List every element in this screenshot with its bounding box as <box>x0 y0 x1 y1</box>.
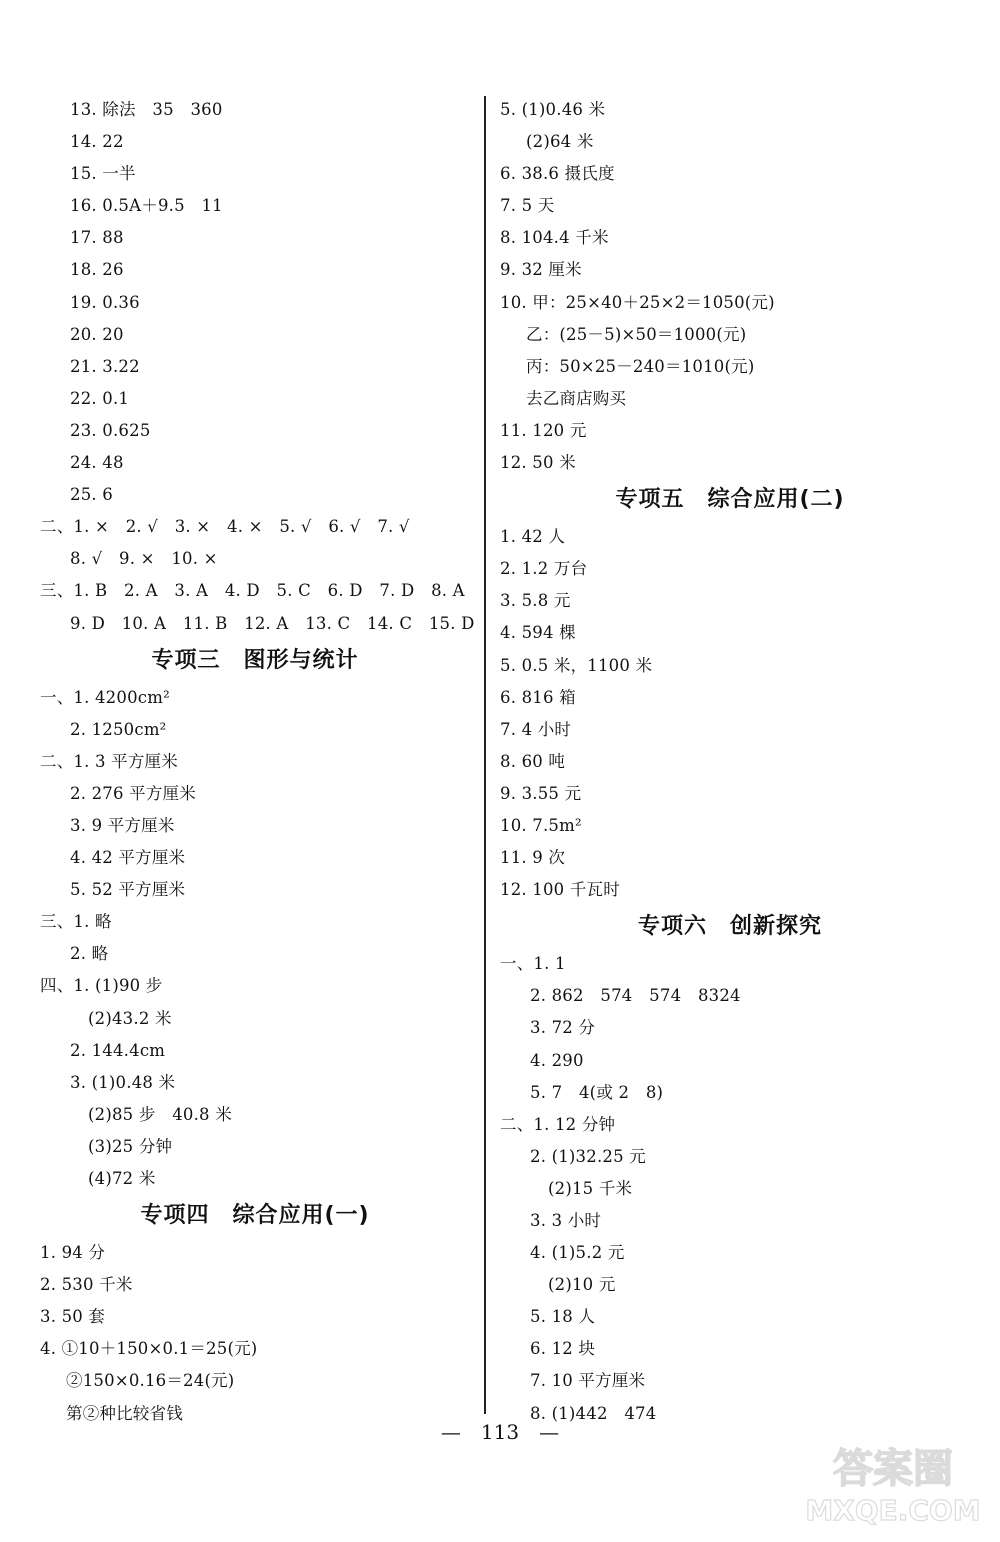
answer-line: 19. 0.36 <box>70 292 140 312</box>
answer-line: 2. 276 平方厘米 <box>70 783 196 803</box>
watermark-logo <box>798 1434 988 1534</box>
answer-line: 4. ①10＋150×0.1＝25(元) <box>40 1339 258 1359</box>
answer-line: 2. 144.4cm <box>70 1040 166 1060</box>
answer-line: 7. 10 平方厘米 <box>530 1371 646 1391</box>
answer-line: 9. 3.55 元 <box>500 783 582 803</box>
answer-line: 三、1. 略 <box>40 912 112 932</box>
page-number: — 113 — <box>440 1420 560 1444</box>
answer-line: 3. 9 平方厘米 <box>70 815 175 835</box>
answer-line: 3. 72 分 <box>530 1018 596 1038</box>
answer-line: ②150×0.16＝24(元) <box>66 1371 235 1391</box>
answer-line: 7. 5 天 <box>500 196 555 216</box>
answer-line: 3. 3 小时 <box>530 1211 602 1230</box>
section-heading: 专项三 图形与统计 <box>151 647 359 673</box>
answer-line: 9. D 10. A 11. B 12. A 13. C 14. C 15. D <box>70 613 475 633</box>
answer-line: 2. 略 <box>70 944 109 964</box>
answer-line: 去乙商店购买 <box>526 388 627 408</box>
answer-line: (2)64 米 <box>526 132 594 152</box>
answer-line: 9. 32 厘米 <box>500 260 582 280</box>
answer-line: 3. 5.8 元 <box>500 591 571 611</box>
answer-line: 1. 94 分 <box>40 1243 106 1263</box>
answer-line: 2. 530 千米 <box>40 1275 133 1295</box>
answer-line: 一、1. 4200cm² <box>40 687 170 707</box>
answer-line: 1. 42 人 <box>500 527 566 547</box>
answer-line: 6. 38.6 摄氏度 <box>500 164 615 184</box>
answer-line: 4. 594 棵 <box>500 623 576 643</box>
answer-line: 13. 除法 35 360 <box>70 100 223 119</box>
left-answer-column <box>40 94 475 1430</box>
answer-line: 4. 42 平方厘米 <box>70 848 186 868</box>
answer-line: (2)85 步 40.8 米 <box>88 1104 232 1124</box>
answer-line: 4. 290 <box>530 1050 584 1070</box>
answer-line: 18. 26 <box>70 260 124 280</box>
answer-line: 3. 50 套 <box>40 1307 106 1327</box>
answer-line: 四、1. (1)90 步 <box>40 976 163 996</box>
answer-line: 10. 7.5m² <box>500 815 582 835</box>
column-divider <box>484 96 486 1414</box>
answer-line: 6. 816 箱 <box>500 687 576 707</box>
answer-line: 17. 88 <box>70 228 124 248</box>
answer-line: 11. 9 次 <box>500 848 566 868</box>
answer-line: (3)25 分钟 <box>88 1136 173 1156</box>
answer-line: 2. 862 574 574 8324 <box>530 986 741 1006</box>
answer-line: 14. 22 <box>70 132 124 152</box>
answer-line: 5. 7 4(或 2 8) <box>530 1082 664 1102</box>
answer-line: 25. 6 <box>70 485 113 505</box>
watermark-top-text: 答案圈 <box>833 1446 953 1492</box>
answer-line: 10. 甲：25×40＋25×2＝1050(元) <box>500 292 775 312</box>
answer-line: 第②种比较省钱 <box>66 1403 183 1423</box>
answer-line: 5. 52 平方厘米 <box>70 880 186 900</box>
answer-line: 5. 0.5 米，1100 米 <box>500 655 653 675</box>
answer-line: 5. 18 人 <box>530 1307 596 1327</box>
answer-line: (2)15 千米 <box>548 1178 633 1198</box>
answer-line: (4)72 米 <box>88 1169 156 1188</box>
answer-line: 21. 3.22 <box>70 356 140 376</box>
answer-line: 23. 0.625 <box>70 420 151 440</box>
answer-line: 乙：(25－5)×50＝1000(元) <box>526 324 747 344</box>
answer-line: 12. 50 米 <box>500 453 576 473</box>
answer-line: 三、1. B 2. A 3. A 4. D 5. C 6. D 7. D 8. A <box>40 581 465 601</box>
answer-line: 2. 1250cm² <box>70 719 167 739</box>
answer-line: (2)43.2 米 <box>88 1008 172 1028</box>
answer-line: 12. 100 千瓦时 <box>500 880 620 900</box>
answer-line: 7. 4 小时 <box>500 719 572 739</box>
answer-line: 8. 60 吨 <box>500 751 566 771</box>
watermark-bottom-text: MXQE.COM <box>805 1494 981 1527</box>
section-heading: 专项四 综合应用(一) <box>140 1203 370 1229</box>
section-heading: 专项六 创新探究 <box>637 914 822 940</box>
answer-line: 16. 0.5A＋9.5 11 <box>70 196 223 216</box>
answer-line: 二、1. 12 分钟 <box>500 1114 616 1134</box>
answer-line: (2)10 元 <box>548 1275 616 1295</box>
answer-line: 二、1. 3 平方厘米 <box>40 751 178 771</box>
right-answer-column <box>500 94 960 1430</box>
answer-line: 8. (1)442 474 <box>530 1403 657 1423</box>
answer-line: 8. √ 9. × 10. × <box>70 549 218 569</box>
answer-line: 15. 一半 <box>70 164 136 184</box>
answer-line: 8. 104.4 千米 <box>500 228 609 248</box>
answer-line: 一、1. 1 <box>500 954 566 974</box>
answer-line: 2. 1.2 万台 <box>500 559 588 579</box>
answer-line: 4. (1)5.2 元 <box>530 1243 625 1263</box>
section-heading: 专项五 综合应用(二) <box>615 487 845 513</box>
answer-line: 24. 48 <box>70 453 124 473</box>
answer-line: 11. 120 元 <box>500 420 587 440</box>
answer-line: 丙：50×25－240＝1010(元) <box>526 356 755 376</box>
answer-line: 5. (1)0.46 米 <box>500 100 606 119</box>
answer-line: 6. 12 块 <box>530 1339 596 1359</box>
answer-line: 二、1. × 2. √ 3. × 4. × 5. √ 6. √ 7. √ <box>40 517 410 537</box>
answer-line: 2. (1)32.25 元 <box>530 1146 646 1166</box>
answer-line: 22. 0.1 <box>70 388 130 408</box>
answer-line: 3. (1)0.48 米 <box>70 1072 176 1092</box>
answer-line: 20. 20 <box>70 324 124 344</box>
